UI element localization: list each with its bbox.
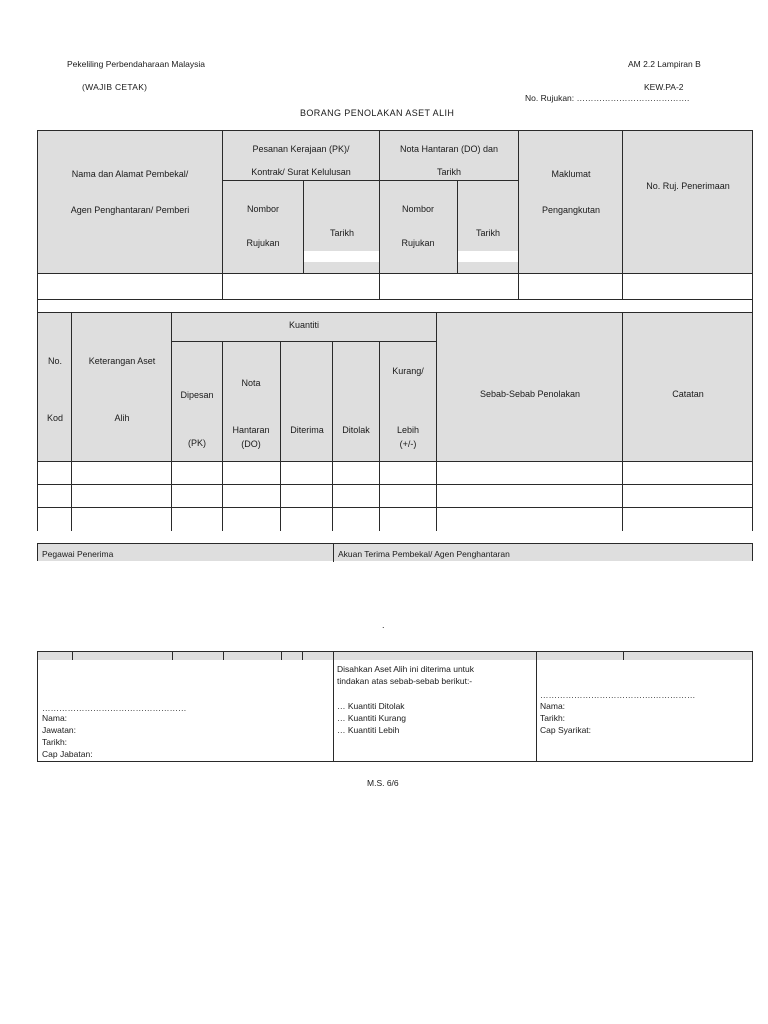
no-label: No. <box>47 356 63 366</box>
form-title: BORANG PENOLAKAN ASET ALIH <box>300 108 455 118</box>
transport-header-cell <box>518 130 623 274</box>
supplier-label-line2: Agen Penghantaran/ Pemberi <box>70 205 190 215</box>
supplier-input-cell[interactable] <box>37 273 223 300</box>
transport-input-cell[interactable] <box>518 273 623 300</box>
supplier-ack-label: Akuan Terima Pembekal/ Agen Penghantaran <box>338 549 510 559</box>
reference-number-field: No. Rujukan: …………………………………. <box>525 93 690 103</box>
form-code: KEW.PA-2 <box>644 82 684 92</box>
do-date-cell <box>457 180 519 274</box>
difference-header-cell <box>379 341 437 462</box>
circular-title: Pekeliling Perbendaharaan Malaysia <box>67 59 205 69</box>
officer-signature-line: …………………………………………… <box>42 703 187 713</box>
transport-label-line1: Maklumat <box>551 169 591 179</box>
difference-line1: Kurang/ <box>392 366 424 376</box>
stray-dot: . <box>382 620 385 630</box>
receipt-ref-input-cell[interactable] <box>622 273 753 300</box>
do-ref-no-line1: Nombor <box>401 204 435 214</box>
description-label-line1: Keterangan Aset <box>88 356 156 366</box>
description-label-line2: Alih <box>114 413 130 423</box>
pk-date-cell <box>303 180 380 274</box>
supplier-header-cell <box>37 130 223 274</box>
do-label-line1: Nota Hantaran (DO) dan <box>399 144 499 154</box>
receipt-ref-header-cell <box>622 130 753 274</box>
notes-header-cell <box>622 312 753 462</box>
delivery-note-line1: Nota <box>241 378 261 388</box>
rejected-header-cell <box>332 341 380 462</box>
do-ref-no-cell <box>379 180 458 274</box>
pk-ref-no-line1: Nombor <box>246 204 280 214</box>
option-quantity-short[interactable]: … Kuantiti Kurang <box>337 713 406 723</box>
department-stamp-field: Cap Jabatan: <box>42 749 93 759</box>
transport-label-line2: Pengangkutan <box>541 205 601 215</box>
do-input-cell[interactable] <box>379 273 519 300</box>
supplier-signature-line: ………………………………….…………… <box>540 690 696 700</box>
notes-label: Catatan <box>672 389 704 399</box>
supplier-date-field: Tarikh: <box>540 713 566 723</box>
officer-date-field: Tarikh: <box>42 737 68 747</box>
receipt-ref-label: No. Ruj. Penerimaan <box>646 181 730 191</box>
delivery-note-header-cell <box>222 341 281 462</box>
asset-rows <box>37 461 753 531</box>
received-header-cell <box>280 341 333 462</box>
option-quantity-excess[interactable]: … Kuantiti Lebih <box>337 725 400 735</box>
reference-code: AM 2.2 Lampiran B <box>628 59 701 69</box>
do-date-white-band <box>458 251 518 262</box>
officer-position-field: Jawatan: <box>42 725 77 735</box>
signature-section <box>37 660 753 762</box>
page-number: M.S. 6/6 <box>367 778 399 788</box>
ordered-header-cell <box>171 341 223 462</box>
supplier-name-field: Nama: <box>540 701 566 711</box>
code-label: Kod <box>46 413 64 423</box>
officer-bar <box>37 543 753 561</box>
do-label-line2: Tarikh <box>436 167 462 177</box>
pk-ref-no-line2: Rujukan <box>246 238 280 248</box>
pk-header-cell <box>222 130 380 181</box>
delivery-note-line2: Hantaran <box>232 425 270 435</box>
confirmation-text-line1: Disahkan Aset Alih ini diterima untuk <box>337 664 475 674</box>
description-header-cell <box>71 312 172 462</box>
pk-ref-no-cell <box>222 180 304 274</box>
reasons-header-cell <box>436 312 623 462</box>
quantity-header-cell <box>171 312 437 342</box>
do-date-label: Tarikh <box>475 228 501 238</box>
code-header-cell <box>37 312 72 462</box>
rejected-label: Ditolak <box>342 425 370 435</box>
must-print-label: (WAJIB CETAK) <box>82 82 148 92</box>
delivery-note-line3: (DO) <box>241 439 261 449</box>
quantity-label: Kuantiti <box>288 320 320 330</box>
difference-line2: Lebih <box>396 425 420 435</box>
ordered-label: Dipesan <box>180 390 214 400</box>
receiving-officer-label: Pegawai Penerima <box>42 549 114 559</box>
ordered-pk-label: (PK) <box>188 438 206 448</box>
received-label: Diterima <box>290 425 324 435</box>
supplier-label-line1: Nama dan Alamat Pembekal/ <box>71 169 189 179</box>
company-stamp-field: Cap Syarikat: <box>540 725 592 735</box>
pk-date-label: Tarikh <box>329 228 355 238</box>
pk-input-cell[interactable] <box>222 273 380 300</box>
confirmation-text-line2: tindakan atas sebab-sebab berikut:- <box>337 676 473 686</box>
pk-label-line2: Kontrak/ Surat Kelulusan <box>251 167 351 177</box>
do-header-cell <box>379 130 519 181</box>
pk-date-white-band <box>304 251 379 262</box>
option-quantity-rejected[interactable]: … Kuantiti Ditolak <box>337 701 405 711</box>
reasons-label: Sebab-Sebab Penolakan <box>479 389 581 399</box>
do-ref-no-line2: Rujukan <box>401 238 435 248</box>
officer-name-field: Nama: <box>42 713 68 723</box>
pk-label-line1: Pesanan Kerajaan (PK)/ <box>252 144 350 154</box>
difference-line3: (+/-) <box>399 439 417 449</box>
